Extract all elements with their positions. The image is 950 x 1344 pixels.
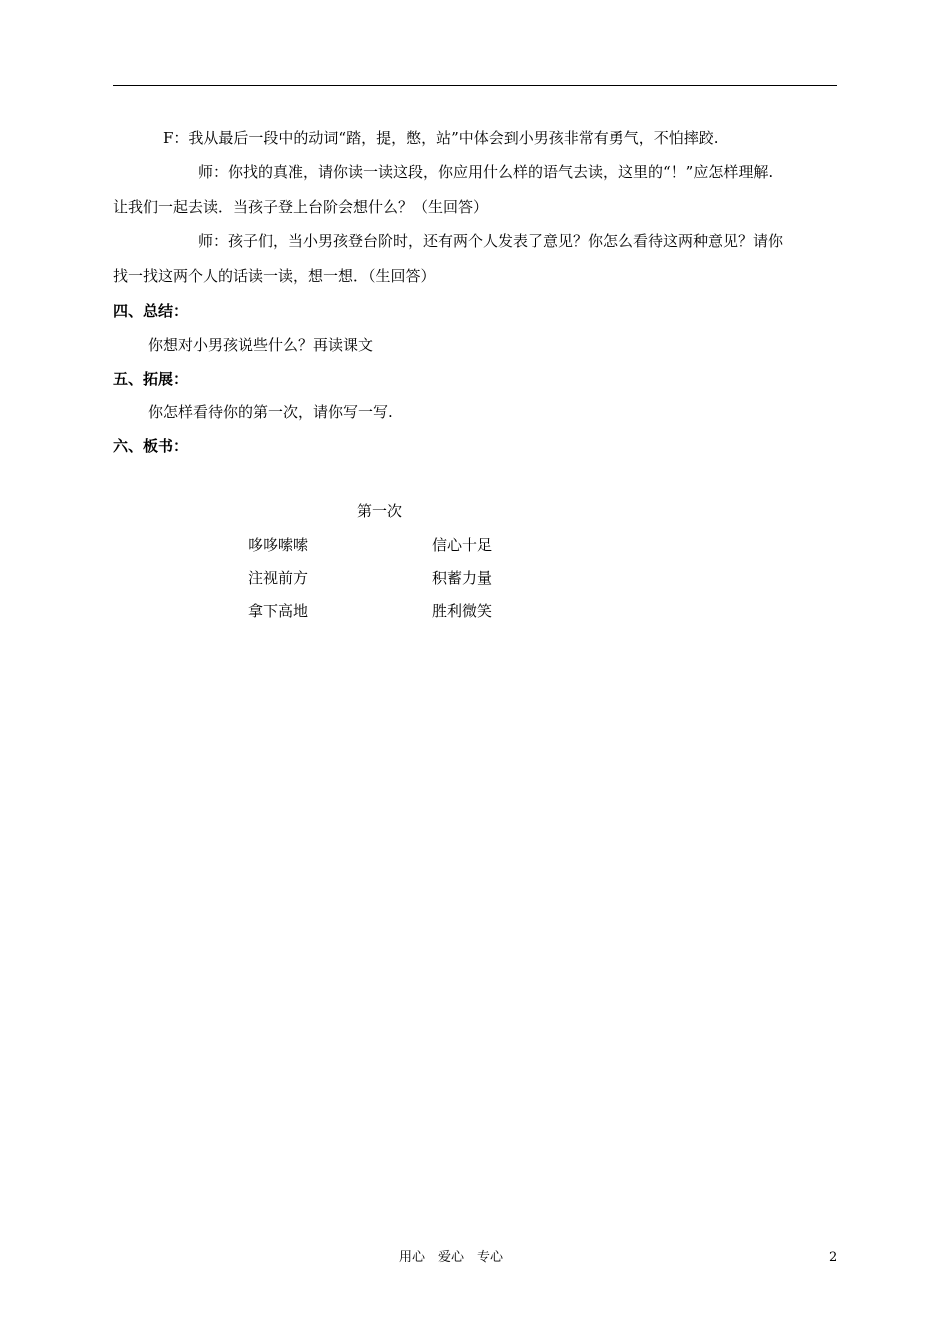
board-right-item-2: 积蓄力量 [432,569,493,587]
paragraph-teacher-1-line-2: 让我们一起去读．当孩子登上台阶会想什么？（生回答） [113,198,489,216]
page-number: 2 [829,1250,838,1265]
paragraph-f: F：我从最后一段中的动词“踏，提，憋，站”中体会到小男孩非常有勇气，不怕摔跤. [163,129,719,147]
section-summary-text: 你想对小男孩说些什么？再读课文 [148,336,374,354]
board-title: 第一次 [357,502,403,520]
footer-motto: 用心 爱心 专心 [399,1250,504,1265]
board-left-item-3: 拿下高地 [248,602,309,620]
paragraph-teacher-1-line-1: 师：你找的真准，请你读一读这段，你应用什么样的语气去读，这里的“！”应怎样理解. [198,163,774,181]
paragraph-teacher-2-line-1: 师：孩子们，当小男孩登台阶时，还有两个人发表了意见？你怎么看待这两种意见？请你 [198,232,784,250]
header-rule [113,85,837,86]
section-extension-heading: 五、拓展： [113,370,189,388]
section-extension-text: 你怎样看待你的第一次，请你写一写. [148,403,393,421]
board-right-item-1: 信心十足 [432,536,493,554]
board-right-item-3: 胜利微笑 [432,602,493,620]
paragraph-teacher-2-line-2: 找一找这两个人的话读一读，想一想．（生回答） [113,267,436,285]
board-left-item-2: 注视前方 [248,569,309,587]
board-left-item-1: 哆哆嗦嗦 [248,536,309,554]
section-summary-heading: 四、总结： [113,302,189,320]
section-board-heading: 六、板书： [113,437,189,455]
